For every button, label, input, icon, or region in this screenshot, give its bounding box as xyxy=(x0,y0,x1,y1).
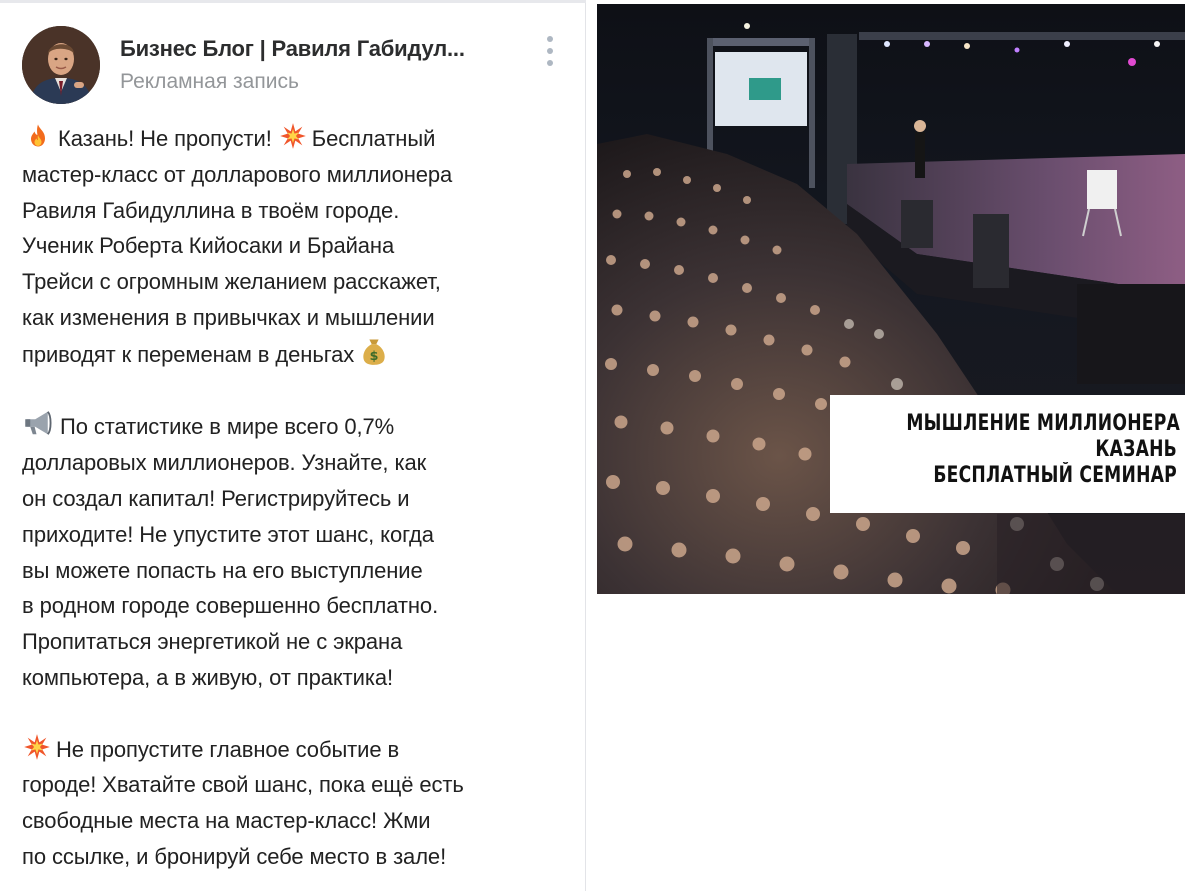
money-bag-icon xyxy=(360,336,388,366)
paragraph-2-line-2: долларовых миллионеров. Узнайте, как xyxy=(22,450,427,476)
paragraph-2-line-5: вы можете попасть на его выступление xyxy=(22,557,423,583)
paragraph-3-line-2: городе! Хватайте свой шанс, пока ещё есть xyxy=(22,772,464,798)
paragraph-1-line-3: Равиля Габидуллина в твоём городе. xyxy=(22,197,400,223)
top-divider xyxy=(0,0,586,3)
paragraph-1-line-1-tail: Бесплатный xyxy=(311,126,436,151)
paragraph-1-line-7: приводят к переменам в деньгах xyxy=(22,341,355,367)
paragraph-1-line-1: Казань! Не пропусти! xyxy=(58,126,272,151)
paragraph-1-line-6: как изменения в привычках и мышлении xyxy=(22,304,435,330)
ad-caption-line-3: БЕСПЛАТНЫЙ СЕМИНАР xyxy=(933,463,1177,488)
paragraph-2 xyxy=(22,408,567,695)
avatar[interactable] xyxy=(22,26,100,104)
post-card xyxy=(0,0,586,891)
more-options-button[interactable] xyxy=(538,32,562,70)
more-vertical-icon xyxy=(547,36,553,42)
ad-caption-line-2: КАЗАНЬ xyxy=(1095,437,1177,462)
paragraph-2-line-1: По статистике в мире всего 0,7% xyxy=(60,414,395,440)
paragraph-1-line-5: Трейси с огромным желанием расскажет, xyxy=(22,269,441,295)
paragraph-3-line-1: Не пропустите главное событие в xyxy=(56,736,400,762)
ad-image[interactable] xyxy=(597,4,1185,594)
fire-icon xyxy=(22,122,54,150)
paragraph-1 xyxy=(22,121,567,373)
post-text xyxy=(22,121,567,875)
paragraph-2-line-7: Пропитаться энергетикой не с экрана xyxy=(22,629,403,655)
ad-caption-box xyxy=(830,395,1185,513)
avatar-portrait-icon xyxy=(22,26,100,104)
paragraph-2-line-6: в родном городе совершенно бесплатно. xyxy=(22,593,439,619)
paragraph-2-line-8: компьютера, а в живую, от практика! xyxy=(22,664,393,690)
sponsored-label: Рекламная запись xyxy=(120,70,299,93)
paragraph-3-line-4: по ссылке, и бронируй себе место в зале! xyxy=(22,843,447,869)
megaphone-icon xyxy=(22,408,56,438)
post-author[interactable]: Бизнес Блог | Равиля Габидул... xyxy=(120,36,465,61)
paragraph-3-line-3: свободные места на мастер-класс! Жми xyxy=(22,808,431,834)
collision-icon xyxy=(22,733,52,761)
paragraph-2-line-3: он создал капитал! Регистрируйтесь и xyxy=(22,485,410,511)
paragraph-1-line-2: мастер-класс от долларового миллионера xyxy=(22,161,453,187)
paragraph-2-line-4: приходите! Не упустите этот шанс, когда xyxy=(22,521,434,547)
ad-caption-line-1: МЫШЛЕНИЕ МИЛЛИОНЕРА xyxy=(906,411,1181,436)
paragraph-1-line-4: Ученик Роберта Кийосаки и Брайана xyxy=(22,233,395,259)
svg-text:$: $ xyxy=(369,348,379,364)
paragraph-3 xyxy=(22,732,567,875)
collision-icon xyxy=(278,122,308,150)
